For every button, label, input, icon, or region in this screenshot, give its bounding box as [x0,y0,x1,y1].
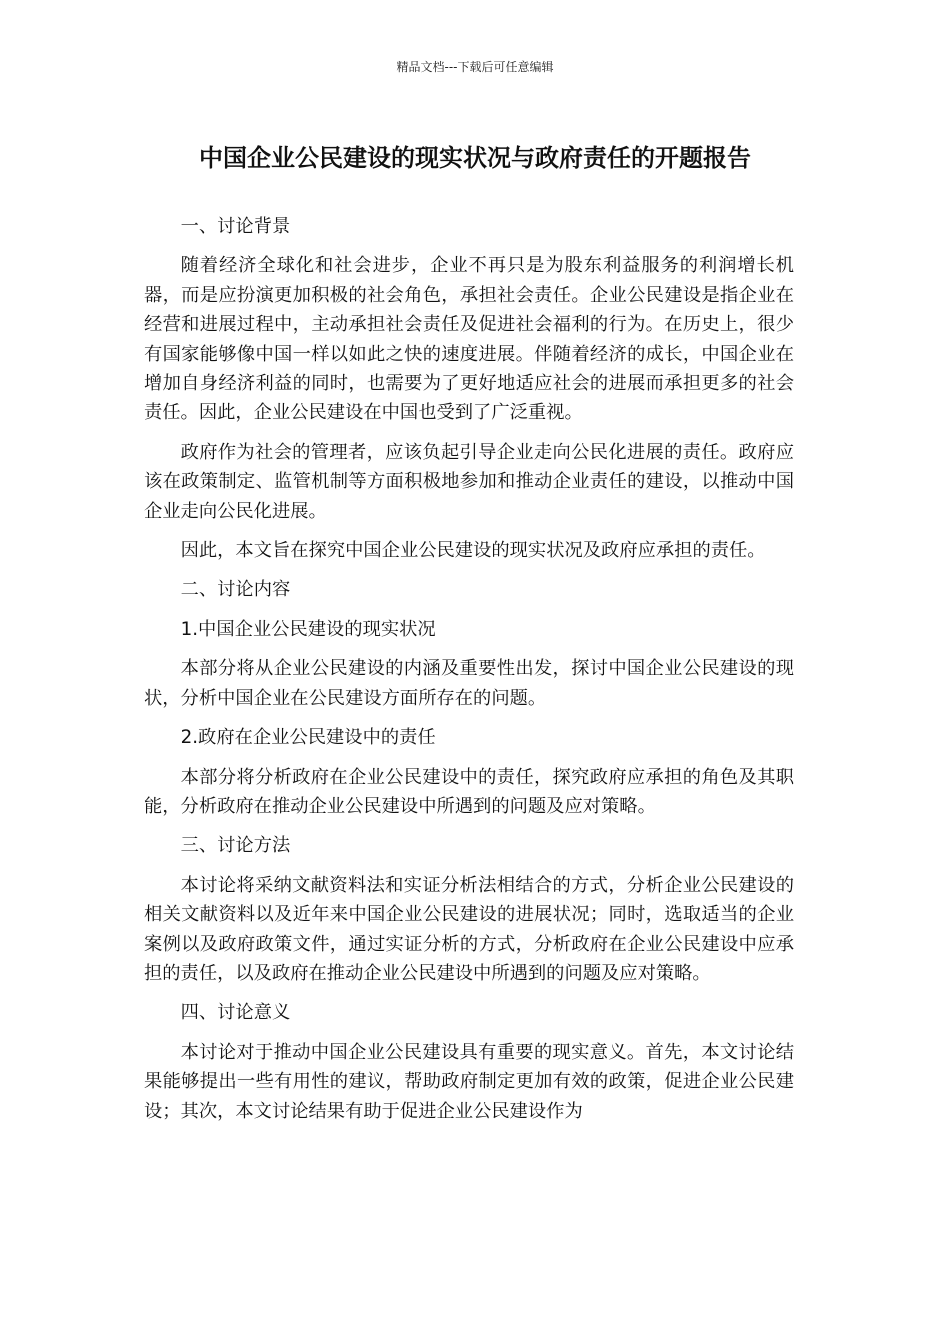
subsection-heading-government: 2.政府在企业公民建设中的责任 [180,727,436,749]
section-heading-background: 一、讨论背景 [180,216,291,237]
section-heading-content: 二、讨论内容 [180,579,291,601]
paragraph: 政府作为社会的管理者，应该负起引导企业走向公民化进展的责任。政府应该在政策制定、监管机制等方面积极地参加和推动企业责任的建设，以推动中国企业走向公民化进展。 [144,441,794,522]
header-note: 精品文档---下载后可任意编辑 [396,60,554,74]
document-title: 中国企业公民建设的现实状况与政府责任的开题报告 [199,144,751,172]
paragraph: 本部分将分析政府在企业公民建设中的责任，探究政府应承担的角色及其职能，分析政府在推动企业公民建设中所遇到的问题及应对策略。 [144,766,794,817]
paragraph: 本讨论将采纳文献资料法和实证分析法相结合的方式，分析企业公民建设的相关文献资料以及近年来中国企业公民建设的进展状况；同时，选取适当的企业案例以及政府政策文件，通过实证分析的方式，分析政府在企业公民建设中应承担的责任，以及政府在推动企业公民建设中所遇到的问题及应对策略。 [144,874,794,984]
section-heading-significance: 四、讨论意义 [180,1002,291,1024]
paragraph: 本部分将从企业公民建设的内涵及重要性出发，探讨中国企业公民建设的现状，分析中国企业在公民建设方面所存在的问题。 [144,658,794,709]
section-heading-method: 三、讨论方法 [180,835,291,857]
paragraph: 随着经济全球化和社会进步，企业不再只是为股东利益服务的利润增长机器，而是应扮演更加积极的社会角色，承担社会责任。企业公民建设是指企业在经营和进展过程中，主动承担社会责任及促进社会福利的行为。在历史上，很少有国家能够像中国一样以如此之快的速度进展。伴随着经济的成长，中国企业在增加自身经济利益的同时，也需要为了更好地适应社会的进展而承担更多的社会责任。因此，企业公民建设在中国也受到了广泛重视。 [144,255,794,424]
document-body [144,212,794,1126]
paragraph: 因此，本文旨在探究中国企业公民建设的现实状况及政府应承担的责任。 [180,540,766,562]
paragraph: 本讨论对于推动中国企业公民建设具有重要的现实意义。首先，本文讨论结果能够提出一些有用性的建议，帮助政府制定更加有效的政策，促进企业公民建设；其次，本文讨论结果有助于促进企业公民建设作为 [144,1041,794,1122]
subsection-heading-status: 1.中国企业公民建设的现实状况 [180,618,436,640]
